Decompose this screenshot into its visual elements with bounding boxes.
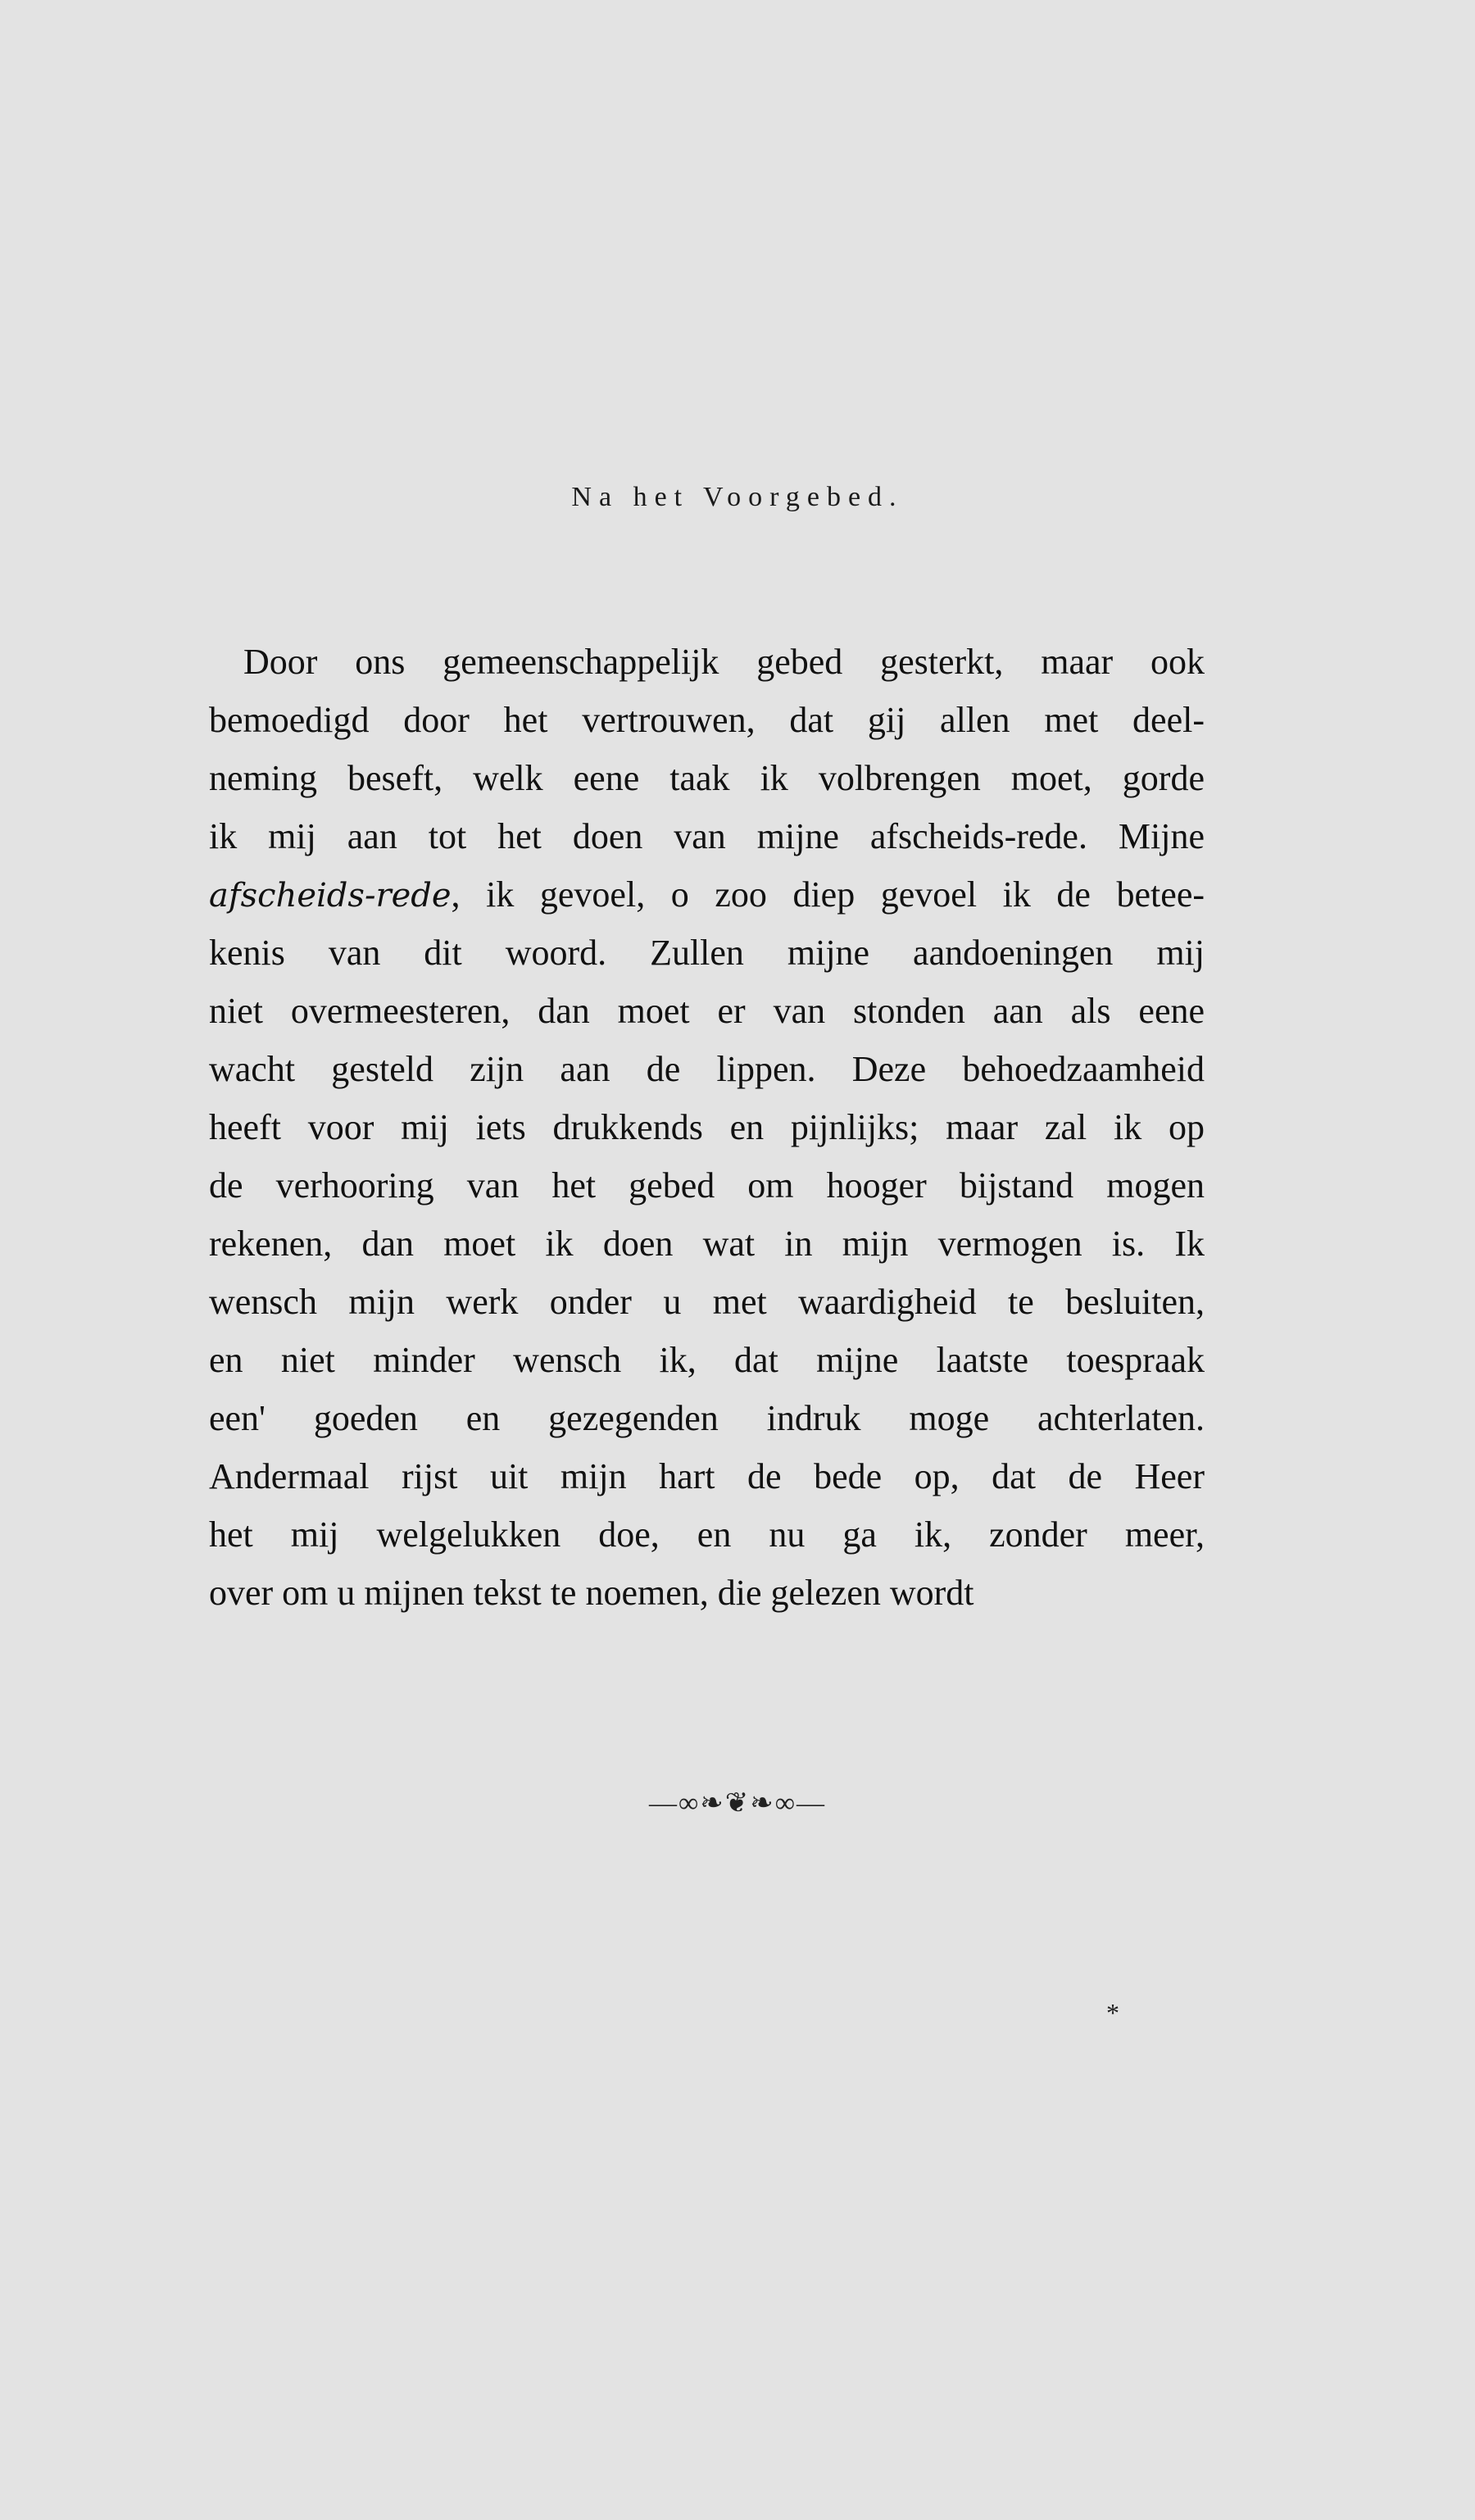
text-line: rekenen, dan moet ik doen wat in mijn vermogen is. Ik bbox=[209, 1224, 1205, 1264]
text-line: Door ons gemeenschappelijk gebed gesterkt, maar ook bbox=[243, 642, 1205, 682]
text-line: bemoedigd door het vertrouwen, dat gij allen met deel- bbox=[209, 700, 1205, 740]
text-line: ik mij aan tot het doen van mijne afscheids-rede. Mijne bbox=[209, 816, 1205, 856]
text-line: neming beseft, welk eene taak ik volbrengen moet, gorde bbox=[209, 758, 1205, 798]
text-line: een' goeden en gezegenden indruk moge achterlaten. bbox=[209, 1398, 1205, 1438]
text-line: wensch mijn werk onder u met waardigheid te besluiten, bbox=[209, 1282, 1205, 1322]
italic-phrase: afscheids-rede bbox=[209, 877, 452, 915]
text-line: kenis van dit woord. Zullen mijne aandoeningen mij bbox=[209, 933, 1205, 973]
text-line: heeft voor mij iets drukkends en pijnlijks; maar zal ik op bbox=[209, 1107, 1205, 1147]
text-line-rest: , ik gevoel, o zoo diep gevoel ik de betee- bbox=[451, 874, 1205, 915]
text-line: het mij welgelukken doe, en nu ga ik, zonder meer, bbox=[209, 1514, 1205, 1555]
text-line: en niet minder wensch ik, dat mijne laatste toespraak bbox=[209, 1340, 1205, 1380]
ornament-divider: —∞❧❦❧∞— bbox=[649, 1788, 826, 1818]
body-paragraph bbox=[209, 633, 1205, 1622]
text-line: wacht gesteld zijn aan de lippen. Deze behoedzaamheid bbox=[209, 1049, 1205, 1089]
text-line: de verhooring van het gebed om hooger bijstand mogen bbox=[209, 1165, 1205, 1206]
text-line: niet overmeesteren, dan moet er van stonden aan als eene bbox=[209, 991, 1205, 1031]
text-line: over om u mijnen tekst te noemen, die gelezen wordt bbox=[209, 1573, 974, 1613]
text-line bbox=[209, 865, 1205, 924]
section-heading: Na het Voorgebed. bbox=[571, 482, 904, 512]
text-line: Andermaal rijst uit mijn hart de bede op, dat de Heer bbox=[209, 1456, 1205, 1496]
star-mark: * bbox=[1106, 1998, 1119, 2027]
